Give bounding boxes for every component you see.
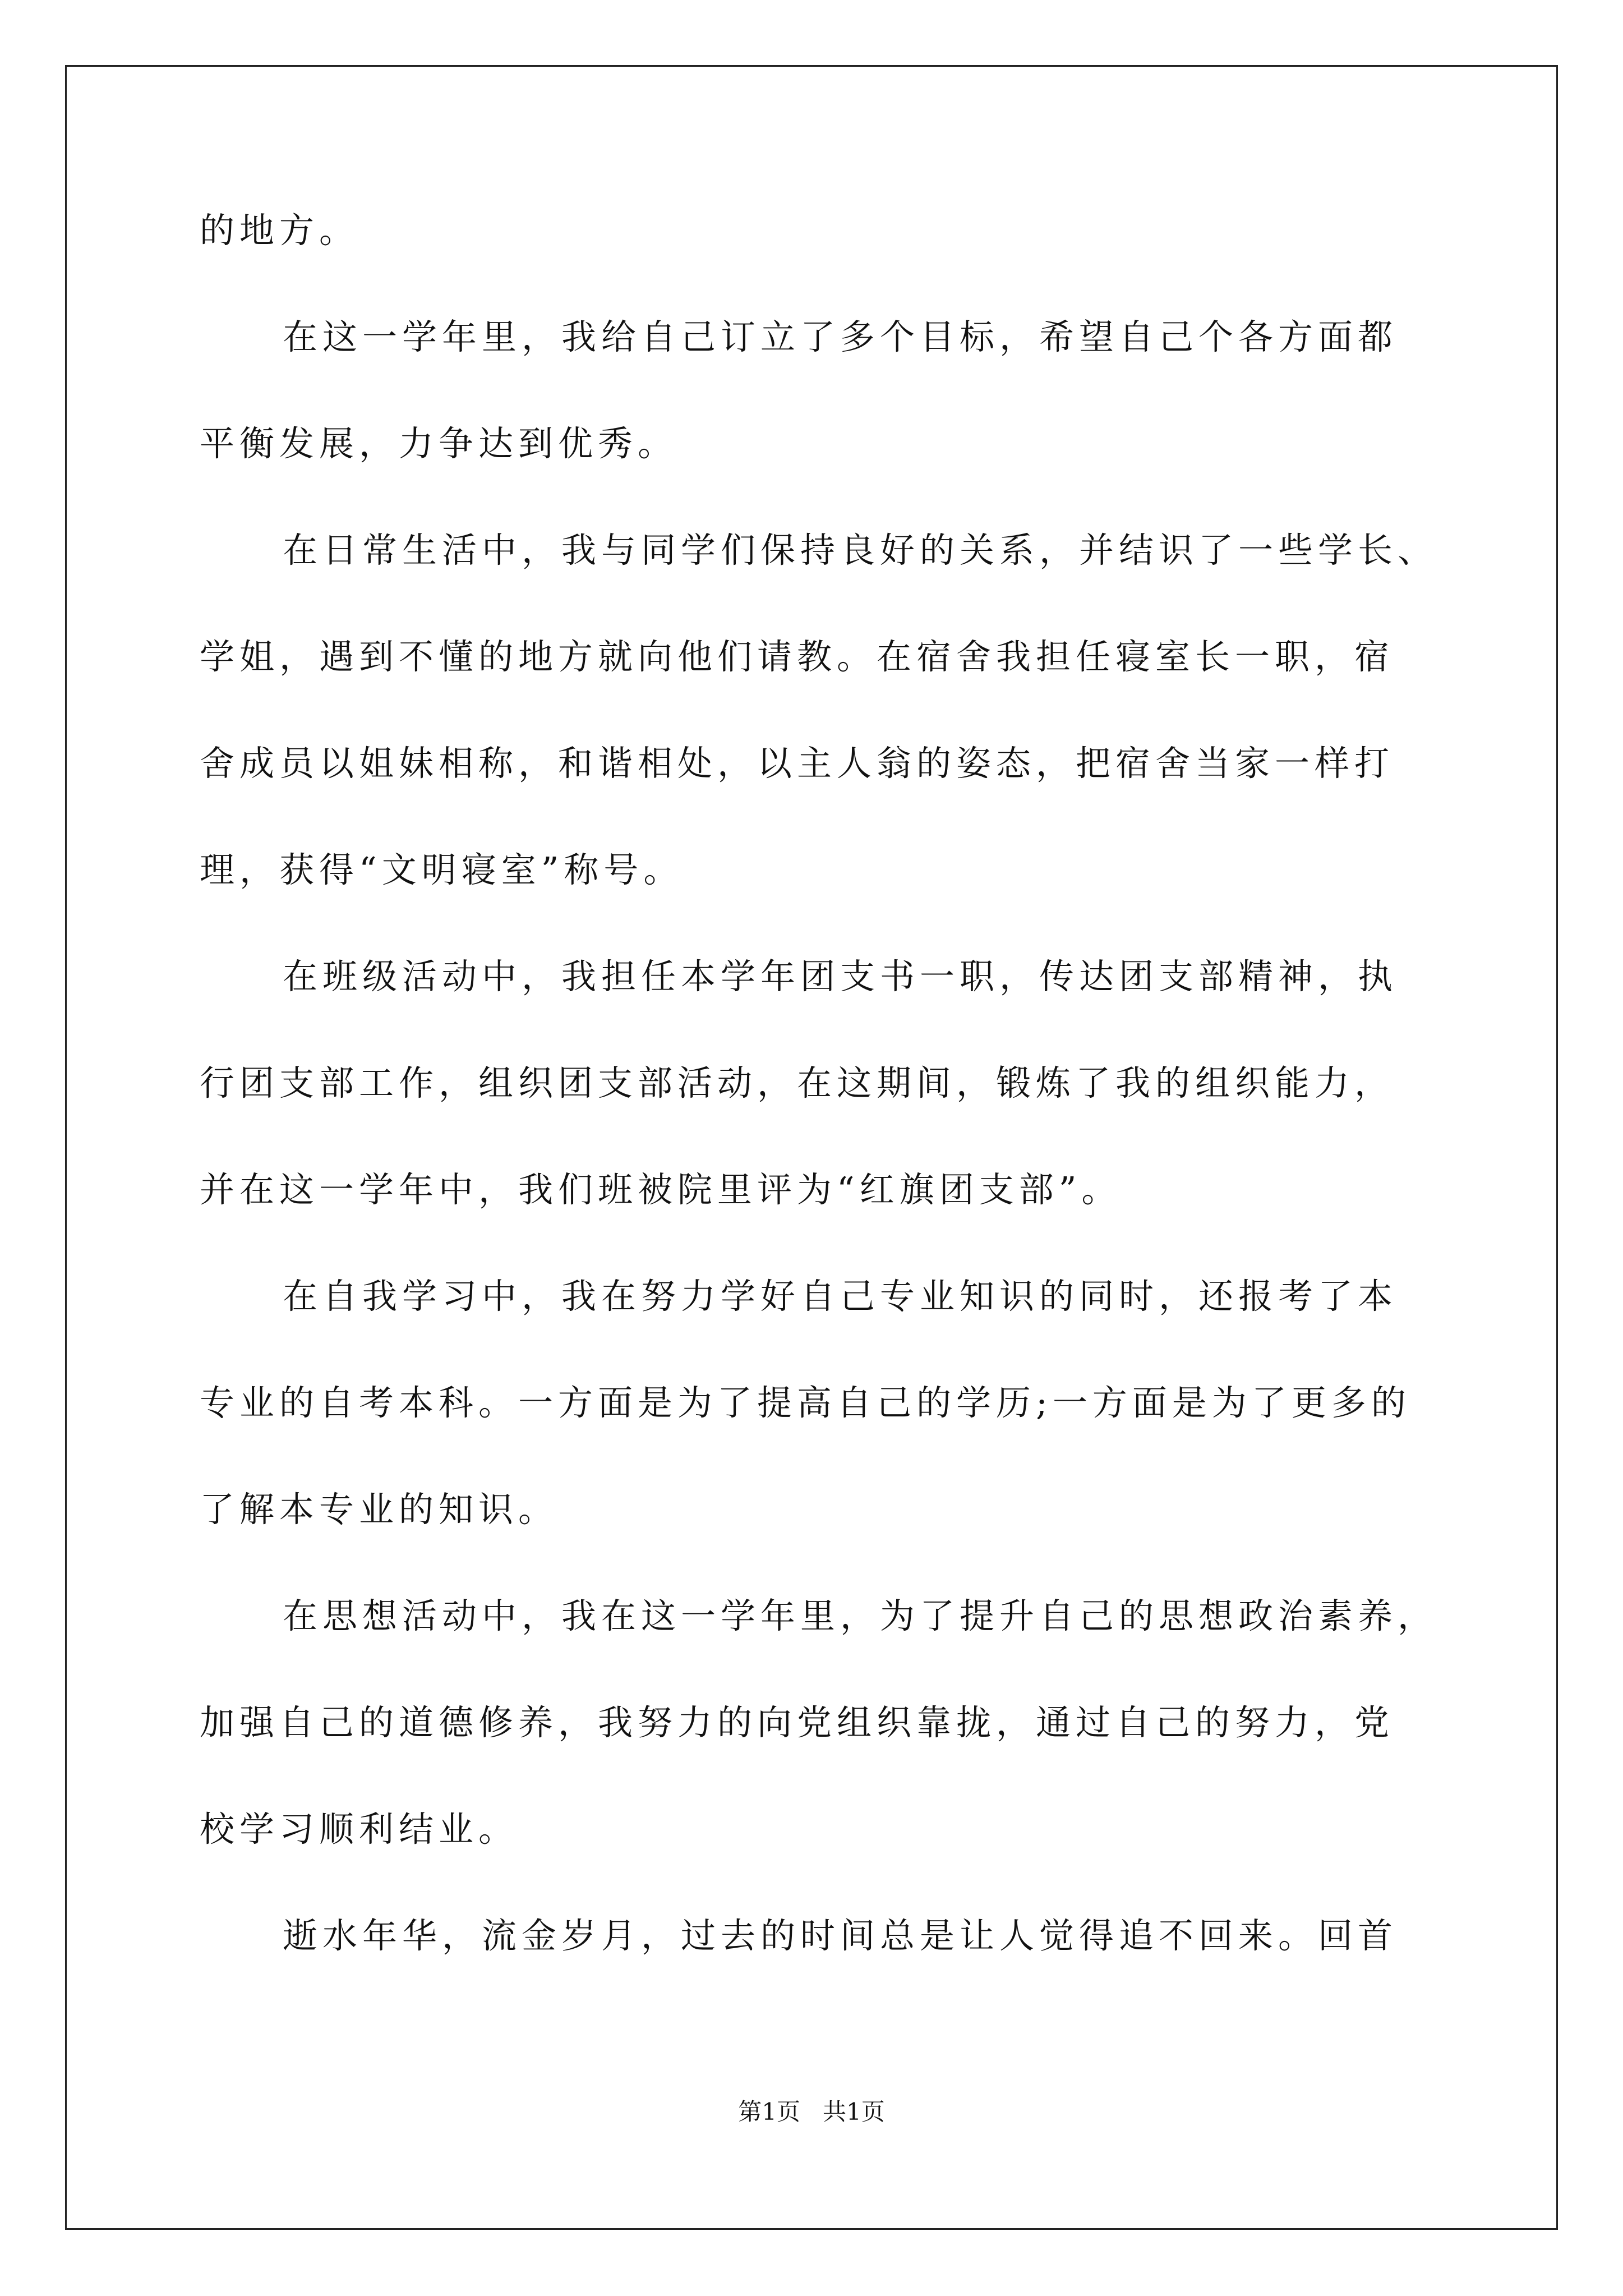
text-line: 了解本专业的知识。 [200,1489,559,1530]
text-line: 逝水年华，流金岁月，过去的时间总是让人觉得追不回来。回首 [283,1915,1398,1956]
text-line: 舍成员以姐妹相称，和谐相处，以主人翁的姿态，把宿舍当家一样打 [200,743,1395,784]
text-line: 在自我学习中，我在努力学好自己专业知识的同时，还报考了本 [283,1276,1398,1317]
text-line: 学姐，遇到不懂的地方就向他们请教。在宿舍我担任寝室长一职，宿 [200,636,1395,677]
text-line: 理，获得“文明寝室”称号。 [200,849,684,890]
text-line: 在思想活动中，我在这一学年里，为了提升自己的思想政治素养， [283,1595,1438,1636]
text-line: 校学习顺利结业。 [200,1809,519,1849]
page-count: 共1页 [823,2098,885,2125]
text-line: 平衡发展，力争达到优秀。 [200,423,678,464]
text-line: 的地方。 [200,210,359,251]
page-border [65,65,1558,2230]
text-line: 在日常生活中，我与同学们保持良好的关系，并结识了一些学长、 [283,530,1438,570]
text-line: 专业的自考本科。一方面是为了提高自己的学历;一方面是为了更多的 [200,1382,1411,1423]
page-number: 第1页 [738,2098,800,2125]
text-line: 行团支部工作，组织团支部活动，在这期间，锻炼了我的组织能力， [200,1062,1395,1103]
text-line: 在这一学年里，我给自己订立了多个目标，希望自己个各方面都 [283,316,1398,357]
text-line: 加强自己的道德修养，我努力的向党组织靠拢，通过自己的努力，党 [200,1702,1395,1743]
page-footer [0,2095,1623,2129]
text-line: 在班级活动中，我担任本学年团支书一职，传达团支部精神，执 [283,956,1398,997]
text-line: 并在这一学年中，我们班被院里评为“红旗团支部”。 [200,1169,1122,1210]
